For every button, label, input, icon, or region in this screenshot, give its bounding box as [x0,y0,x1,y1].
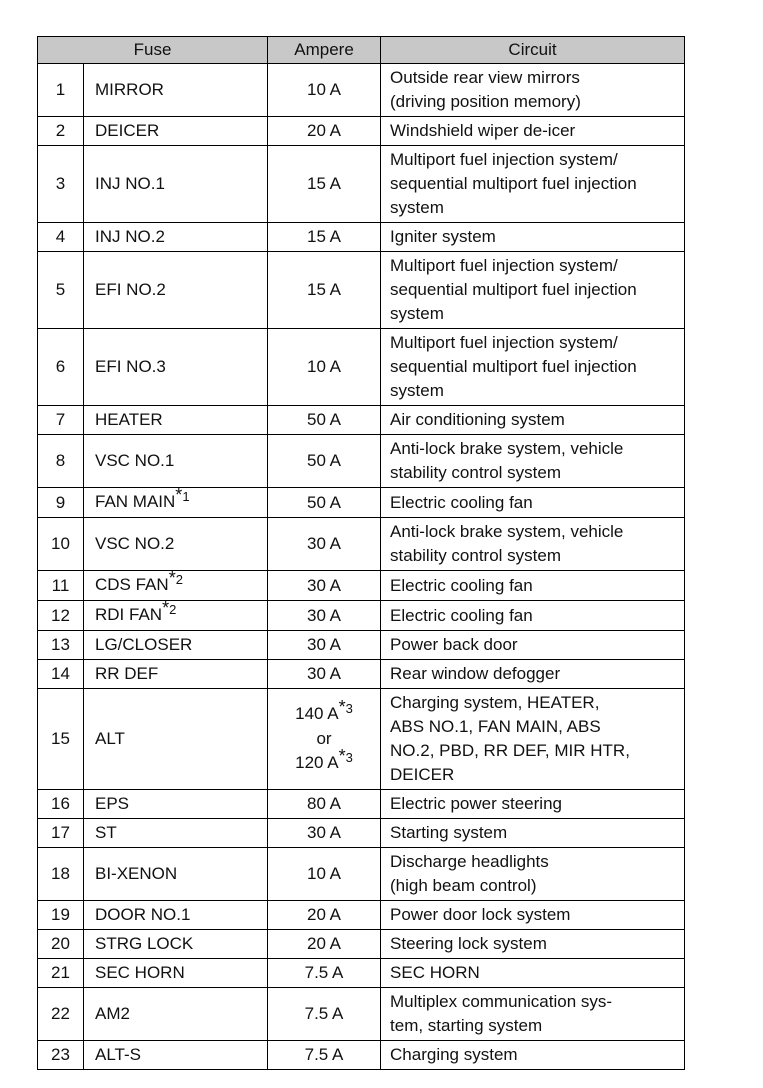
circuit-cell [381,819,685,848]
ampere-line: 20 A [306,934,342,953]
fuse-name-cell: BI-XENON [84,848,268,901]
row-number-cell: 18 [38,848,84,901]
circuit-line: SEC HORN [390,963,480,982]
ampere-cell [268,117,381,146]
row-number-cell: 16 [38,790,84,819]
circuit-cell [381,223,685,252]
row-number-cell: 11 [38,571,84,601]
row-number-cell: 5 [38,252,84,329]
footnote-marker: *3 [338,697,353,717]
fuse-name-cell: LG/CLOSER [84,631,268,660]
table-row [38,223,685,252]
table-row [38,435,685,488]
ampere-cell [268,901,381,930]
row-number-cell: 6 [38,329,84,406]
ampere-line: 7.5 A [304,1045,344,1064]
circuit-line: Discharge headlights [390,852,549,871]
fuse-name-cell: ST [84,819,268,848]
fuse-name-cell: CDS FAN$^{*2}$ [84,571,268,601]
row-number-cell: 3 [38,146,84,223]
ampere-line: 30 A [306,664,342,683]
table-row [38,988,685,1041]
ampere-line: 30 A [306,635,342,654]
ampere-cell [268,329,381,406]
circuit-line: (high beam control) [390,876,537,895]
circuit-line: DEICER [390,765,455,784]
circuit-line: Charging system, HEATER, [390,693,600,712]
ampere-cell [268,790,381,819]
row-number-cell: 19 [38,901,84,930]
circuit-line: Starting system [390,823,508,842]
ampere-line: 50 A [306,451,342,470]
ampere-line: 15 A [306,280,342,299]
ampere-cell [268,435,381,488]
ampere-line: 30 A [306,534,342,553]
table-row [38,1041,685,1070]
circuit-line: Electric cooling fan [390,492,533,512]
footnote-marker: *3 [338,746,353,766]
ampere-cell [268,252,381,329]
circuit-line: (driving position memory) [390,92,581,111]
ampere-cell [268,518,381,571]
ampere-line: 10 A [306,864,342,883]
table-row [38,329,685,406]
fuse-column-header: Fuse [38,37,268,64]
row-number-cell: 23 [38,1041,84,1070]
ampere-cell [268,689,381,790]
ampere-cell [268,64,381,117]
fuse-name-cell: INJ NO.2 [84,223,268,252]
circuit-line: Electric cooling fan [390,575,533,595]
circuit-cell [381,571,685,601]
ampere-cell [268,601,381,631]
ampere-cell [268,959,381,988]
circuit-cell [381,64,685,117]
circuit-cell [381,988,685,1041]
ampere-cell [268,406,381,435]
circuit-line: NO.2, PBD, RR DEF, MIR HTR, [390,741,630,760]
ampere-line: 80 A [306,794,342,813]
ampere-line: 20 A [306,121,342,140]
ampere-line: 50 A [306,410,342,429]
ampere-cell [268,223,381,252]
row-number-cell: 12 [38,601,84,631]
fuse-name-cell: ALT [84,689,268,790]
row-number-cell: 17 [38,819,84,848]
row-number-cell: 9 [38,488,84,518]
ampere-cell [268,146,381,223]
fuse-name-cell: VSC NO.1 [84,435,268,488]
circuit-cell [381,848,685,901]
circuit-cell [381,601,685,631]
fuse-name-cell: FAN MAIN$^{*1}$ [84,488,268,518]
circuit-line: tem, starting system [390,1016,543,1035]
circuit-cell [381,790,685,819]
circuit-line: stability control system [390,463,562,482]
circuit-line: Power back door [390,635,518,654]
circuit-line: system [390,381,444,400]
circuit-cell [381,689,685,790]
ampere-cell [268,571,381,601]
footnote-marker: *1 [175,485,190,505]
circuit-column-header: Circuit [381,37,685,64]
row-number-cell: 8 [38,435,84,488]
ampere-line: 15 A [306,227,342,246]
table-row [38,959,685,988]
fuse-name-cell: SEC HORN [84,959,268,988]
row-number-cell: 20 [38,930,84,959]
circuit-line: Rear window defogger [390,664,561,683]
circuit-line: Igniter system [390,227,496,246]
fuse-name-cell: ALT-S [84,1041,268,1070]
fuse-name-cell: RR DEF [84,660,268,689]
ampere-line: 10 A [306,357,342,376]
table-row [38,117,685,146]
fuse-name-cell: RDI FAN$^{*2}$ [84,601,268,631]
ampere-line: 30 A [306,605,342,625]
fuse-name-cell: HEATER [84,406,268,435]
fuse-name-cell: STRG LOCK [84,930,268,959]
table-row [38,848,685,901]
row-number-cell: 13 [38,631,84,660]
table-row [38,518,685,571]
circuit-line: Anti-lock brake system, vehicle [390,439,624,458]
fuse-name-cell: AM2 [84,988,268,1041]
fuse-name-cell: EPS [84,790,268,819]
circuit-line: Multiport fuel injection system/ [390,333,618,352]
circuit-line: sequential multiport fuel injection [390,357,637,376]
ampere-line: 50 A [306,492,342,512]
circuit-cell [381,252,685,329]
circuit-line: Charging system [390,1045,518,1064]
footnote-marker: *2 [162,598,177,618]
fuse-name-cell: EFI NO.3 [84,329,268,406]
ampere-line: or [316,729,332,748]
circuit-cell [381,901,685,930]
fuse-table-body [38,64,685,1070]
table-row [38,819,685,848]
circuit-line: Power door lock system [390,905,571,924]
circuit-cell [381,930,685,959]
ampere-line: 20 A [306,905,342,924]
ampere-cell [268,1041,381,1070]
circuit-line: Multiplex communication sys- [390,992,613,1011]
footnote-marker: *2 [168,568,183,588]
fuse-name-cell: VSC NO.2 [84,518,268,571]
circuit-line: Electric cooling fan [390,605,533,625]
table-row [38,689,685,790]
row-number-cell: 15 [38,689,84,790]
circuit-line: stability control system [390,546,562,565]
circuit-cell [381,660,685,689]
ampere-column-header: Ampere [268,37,381,64]
circuit-line: Steering lock system [390,934,547,953]
circuit-line: Multiport fuel injection system/ [390,256,618,275]
table-row [38,660,685,689]
ampere-line: 120 $A^{*3}$ [295,746,353,772]
ampere-cell [268,488,381,518]
circuit-cell [381,631,685,660]
circuit-cell [381,518,685,571]
row-number-cell: 4 [38,223,84,252]
ampere-cell [268,930,381,959]
table-row [38,601,685,631]
fuse-table [37,36,685,1070]
header-row [38,37,685,64]
circuit-cell [381,435,685,488]
fuse-name-cell: DEICER [84,117,268,146]
circuit-line: Air conditioning system [390,410,565,429]
ampere-line: 140 $A^{*3}$ [295,697,353,723]
fuse-name-cell: DOOR NO.1 [84,901,268,930]
ampere-cell [268,819,381,848]
ampere-line: 7.5 A [304,963,344,982]
table-row [38,901,685,930]
circuit-line: system [390,304,444,323]
ampere-cell [268,660,381,689]
circuit-line: Windshield wiper de-icer [390,121,576,140]
ampere-cell [268,631,381,660]
ampere-line: 10 A [306,80,342,99]
circuit-cell [381,959,685,988]
ampere-line: 7.5 A [304,1004,344,1023]
table-row [38,252,685,329]
row-number-cell: 7 [38,406,84,435]
row-number-cell: 2 [38,117,84,146]
fuse-name-cell: MIRROR [84,64,268,117]
circuit-line: Anti-lock brake system, vehicle [390,522,624,541]
table-row [38,790,685,819]
circuit-line: sequential multiport fuel injection [390,174,637,193]
ampere-cell [268,848,381,901]
circuit-line: Electric power steering [390,794,562,813]
circuit-cell [381,117,685,146]
fuse-name-cell: EFI NO.2 [84,252,268,329]
ampere-line: 30 A [306,823,342,842]
ampere-cell [268,988,381,1041]
circuit-cell [381,488,685,518]
table-row [38,406,685,435]
circuit-cell [381,146,685,223]
table-row [38,571,685,601]
row-number-cell: 22 [38,988,84,1041]
ampere-line: 30 A [306,575,342,595]
table-row [38,631,685,660]
circuit-line: sequential multiport fuel injection [390,280,637,299]
fuse-name-cell: INJ NO.1 [84,146,268,223]
circuit-cell [381,329,685,406]
circuit-cell [381,1041,685,1070]
table-row [38,488,685,518]
row-number-cell: 14 [38,660,84,689]
circuit-line: Multiport fuel injection system/ [390,150,618,169]
row-number-cell: 1 [38,64,84,117]
table-row [38,146,685,223]
circuit-line: Outside rear view mirrors [390,68,580,87]
circuit-cell [381,406,685,435]
circuit-line: system [390,198,444,217]
circuit-line: ABS NO.1, FAN MAIN, ABS [390,717,601,736]
table-row [38,64,685,117]
ampere-line: 15 A [306,174,342,193]
row-number-cell: 10 [38,518,84,571]
table-row [38,930,685,959]
row-number-cell: 21 [38,959,84,988]
